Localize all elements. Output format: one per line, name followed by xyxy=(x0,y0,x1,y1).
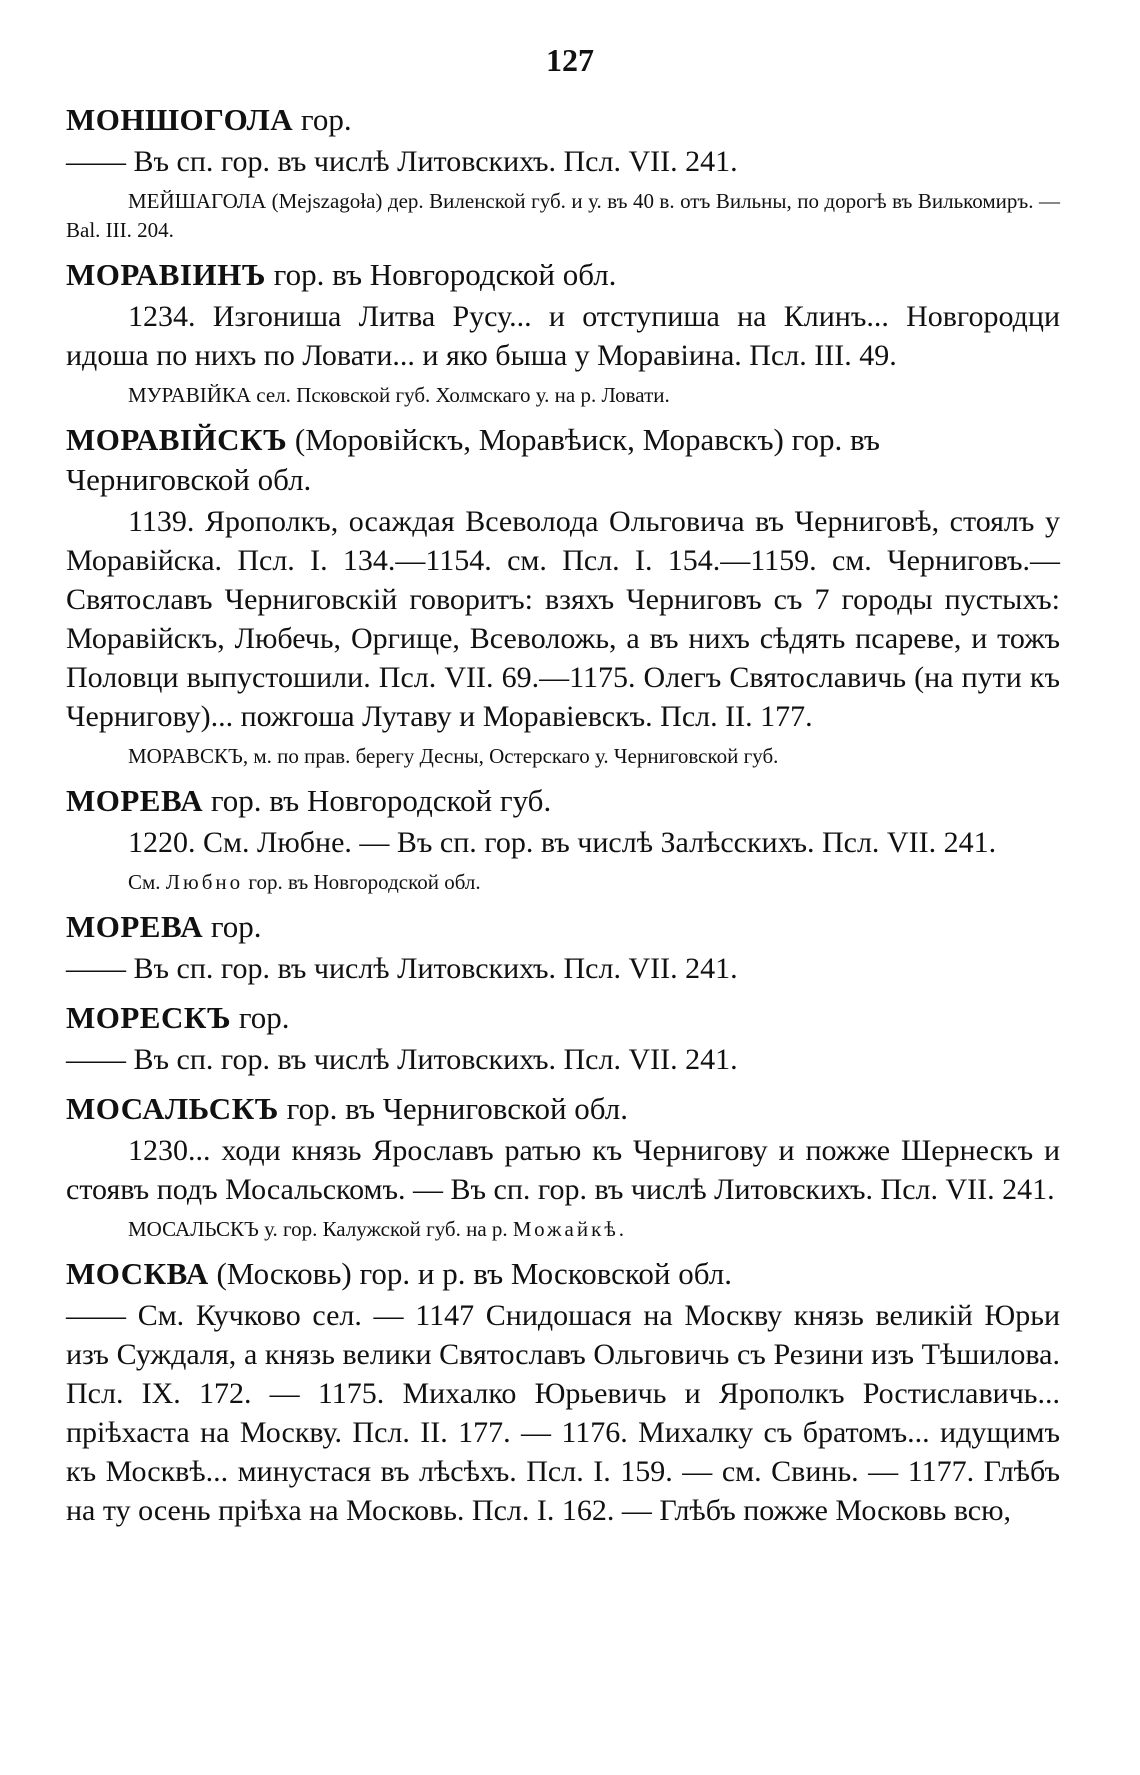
entry-text-content: См. Кучково сел. — 1147 Снидошася на Москву князь великій Юрьи изъ Суждаля, а князь велики Святославъ Ольговичь съ Резини изъ Тѣшилова. Псл. IX. 172. — 1175. Михалко Юрьевичь и Ярополкъ Ростиславичь... пріѣхаста на Москву. Псл. II. 177. — 1176. Михалку съ братомъ... идущимъ къ Москвѣ... минустася въ лѣсѣхъ. Псл. I. 159. — см. Свинь. — 1177. Глѣбъ на ту осень пріѣха на Московь. Псл. I. 162. — Глѣбъ пожже Московь всю, xyxy=(66,1299,1060,1527)
entry-text-content: Въ сп. гор. въ числѣ Литовскихъ. Псл. VII. 241. xyxy=(133,952,738,985)
entry-footnote: МУРАВІЙКА сел. Псковской губ. Холмскаго у. на р. Ловати. xyxy=(128,383,670,407)
entry-moraviin xyxy=(60,255,1060,410)
entry-text-content: Въ сп. гор. въ числѣ Литовскихъ. Псл. VII. 241. xyxy=(133,1043,738,1076)
entry-title: МОРАВІЙСКЪ xyxy=(66,422,288,457)
entry-text: —— Въ сп. гор. въ числѣ Литовскихъ. Псл. VII. 241. xyxy=(66,952,738,985)
entry-subtitle: гор. xyxy=(231,1000,290,1035)
entry-title: МОРЕСКЪ xyxy=(66,1000,232,1035)
note-spaced-word: Можайкѣ. xyxy=(512,1217,627,1241)
entry-heading xyxy=(66,420,1060,500)
entry-subtitle: гор. въ Новгородской обл. xyxy=(265,257,617,292)
entry-moreva-1 xyxy=(60,781,1060,897)
entry-text: 1230... ходи князь Ярославъ ратью къ Чернигову и пожже Шернескъ и стоявъ подъ Мосальскомъ. — Въ сп. гор. въ числѣ Литовскихъ. Псл. VII. 241. xyxy=(66,1134,1060,1206)
entry-footnote xyxy=(66,1215,1060,1244)
entry-text-content: Въ сп. гор. въ числѣ Литовскихъ. Псл. VII. 241. xyxy=(133,145,738,178)
entry-heading xyxy=(66,998,1060,1038)
entry-heading xyxy=(66,1089,1060,1129)
entry-moskva xyxy=(60,1254,1060,1530)
entry-monshogola xyxy=(60,100,1060,245)
entry-text: —— См. Кучково сел. — 1147 Снидошася на Москву князь великій Юрьи изъ Суждаля, а князь велики Святославъ Ольговичь съ Резини изъ Тѣшилова. Псл. IX. 172. — 1175. Михалко Юрьевичь и Ярополкъ Ростиславичь... пріѣхаста на Москву. Псл. II. 177. — 1176. Михалку съ братомъ... идущимъ къ Москвѣ... минустася въ лѣсѣхъ. Псл. I. 159. — см. Свинь. — 1177. Глѣбъ на ту осень пріѣха на Московь. Псл. I. 162. — Глѣбъ пожже Московь всю, xyxy=(66,1299,1060,1527)
entry-subtitle: гор. въ Черниговской обл. xyxy=(278,1091,629,1126)
entry-title: МОСКВА xyxy=(66,1256,209,1291)
entry-subtitle: (Моровійскъ, Моравѣиск, Моравскъ) гор. въ Черниговской обл. xyxy=(66,422,880,497)
entry-title: МОНШОГОЛА xyxy=(66,102,294,137)
entry-title: МОРЕВА xyxy=(66,909,204,944)
note-rest: МОСАЛЬСКЪ у. гор. Калужской губ. на р. xyxy=(128,1217,513,1241)
note-prefix: См. xyxy=(128,870,166,894)
entry-subtitle: гор. xyxy=(203,909,262,944)
entry-heading xyxy=(66,1254,1060,1294)
dictionary-entries xyxy=(60,96,1060,1540)
entry-moraviisk xyxy=(60,420,1060,771)
entry-text: 1234. Изгониша Литва Русу... и отступиша на Клинъ... Новгородци идоша по нихъ по Ловати... и яко быша у Моравіина. Псл. III. 49. xyxy=(66,300,1060,372)
entry-heading xyxy=(66,100,1060,140)
entry-mosalsk xyxy=(60,1089,1060,1244)
note-spaced-word: Любно xyxy=(165,870,244,894)
entry-title: МОРЕВА xyxy=(66,783,204,818)
entry-text: 1220. См. Любне. — Въ сп. гор. въ числѣ Залѣсскихъ. Псл. VII. 241. xyxy=(128,826,997,859)
entry-title: МОРАВІИНЪ xyxy=(66,257,266,292)
entry-text: —— Въ сп. гор. въ числѣ Литовскихъ. Псл. VII. 241. xyxy=(66,1043,738,1076)
entry-title: МОСАЛЬСКЪ xyxy=(66,1091,279,1126)
entry-subtitle: гор. въ Новгородской губ. xyxy=(203,783,552,818)
entry-heading xyxy=(66,781,1060,821)
entry-text: 1139. Ярополкъ, осаждая Всеволода Ольговича въ Черниговѣ, стоялъ у Моравійска. Псл. I. 134.—1154. см. Псл. I. 154.—1159. см. Черниговъ.—Святославъ Черниговскій говоритъ: взяхъ Черниговъ съ 7 городы пустыхъ: Моравійскъ, Любечь, Оргище, Всеволожь, а въ нихъ сѣдять псареве, и тожъ Половци выпустошили. Псл. VII. 69.—1175. Олегъ Святославичь (на пути къ Чернигову)... пожгоша Лутаву и Моравіевскъ. Псл. II. 177. xyxy=(66,505,1060,733)
entry-footnote: МЕЙШАГОЛА (Mejszagoła) дер. Виленской губ. и у. въ 40 в. отъ Вильны, по дорогѣ въ Вилькомиръ. — Bal. III. 204. xyxy=(66,189,1060,242)
entry-footnote: МОРАВСКЪ, м. по прав. берегу Десны, Остерскаго у. Черниговской губ. xyxy=(128,744,779,768)
entry-text: —— Въ сп. гор. въ числѣ Литовскихъ. Псл. VII. 241. xyxy=(66,145,738,178)
entry-subtitle: гор. xyxy=(293,102,352,137)
entry-heading xyxy=(66,907,1060,947)
page-number: 127 xyxy=(546,42,594,78)
entry-heading xyxy=(66,255,1060,295)
entry-moreva-2 xyxy=(60,907,1060,988)
entry-footnote xyxy=(66,868,1060,897)
entry-moresk xyxy=(60,998,1060,1079)
entry-subtitle: (Московь) гор. и р. въ Московской обл. xyxy=(208,1256,732,1291)
note-rest: гор. въ Новгородской обл. xyxy=(243,870,481,894)
